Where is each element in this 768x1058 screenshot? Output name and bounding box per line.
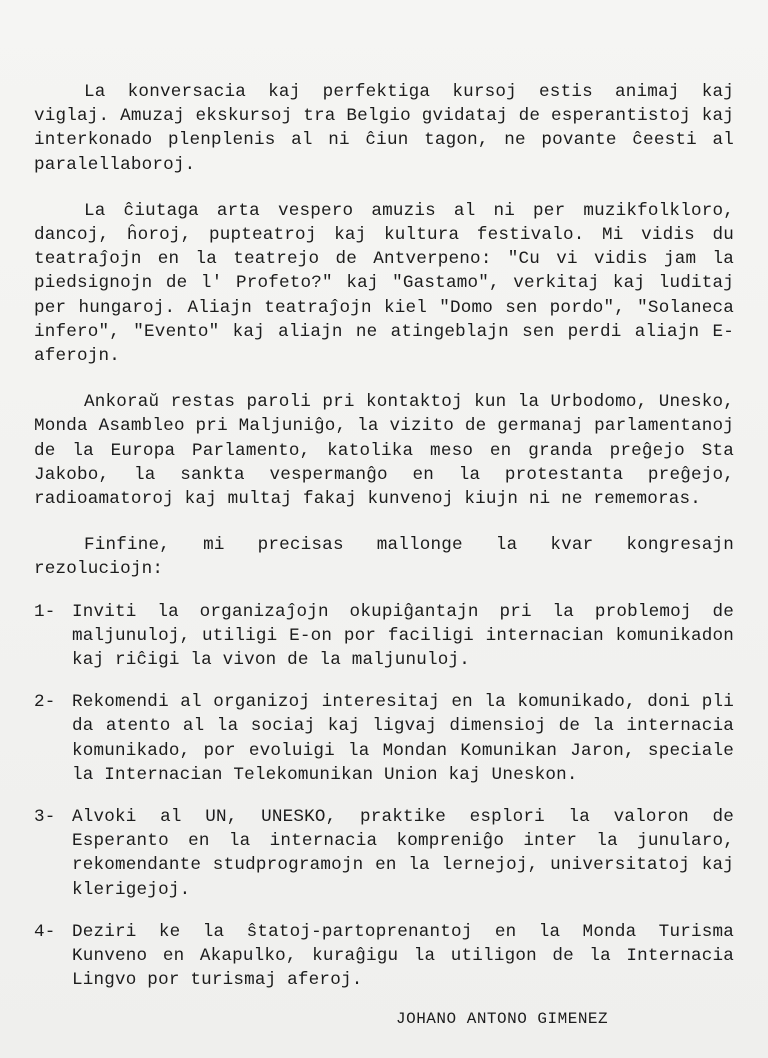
paragraph-2: La ĉiutaga arta vespero amuzis al ni per muzikfolkloro, dancoj, ĥoroj, pupteatroj kaj kultura festivalo. Mi vidis du teatraĵojn en la teatrejo de Antverpeno: "Cu vi vidis jam la piedsignojn de l' Profeto?" kaj "Gastamo", verkitaj kaj luditaj per hungaroj. Aliajn teatraĵojn kiel "Domo sen pordo", "Solaneca infero", "Evento" kaj aliajn ne atingeblajn sen perdi aliajn E-aferojn.: [34, 200, 734, 367]
paragraph-3: Ankoraŭ restas paroli pri kontaktoj kun la Urbodomo, Unesko, Monda Asambleo pri Maljuniĝo, la vizito de germanaj parlamentanoj de la Europa Parlamento, katolika meso en granda preĝejo Sta Jakobo, la sankta vespermanĝo en la protestanta preĝejo, radioamatoroj kaj multaj fakaj kunvenoj kiujn ni ne rememoras.: [34, 392, 734, 510]
resolution-number: 2-: [34, 692, 56, 713]
author-signature: JOHANO ANTONO GIMENEZ: [396, 1010, 609, 1028]
resolution-text: Alvoki al UN, UNESKO, praktike esplori la valoron de Esperanto en la internacia kompreniĝo inter la junularo, rekomendante studprogramojn en la lernejoj, universitatoj kaj klerigejoj.: [72, 807, 734, 900]
resolution-number: 3-: [34, 807, 56, 828]
resolution-item: [34, 920, 734, 993]
resolution-text: Rekomendi al organizoj interesitaj en la komunikado, doni pli da atento al la sociaj kaj ligvaj dimensioj de la internacia komunikado, por evoluigi la Mondan Komunikan Jaron, speciale la Internacian Telekomunikan Union kaj Uneskon.: [72, 692, 734, 785]
resolution-number: 4-: [34, 921, 56, 942]
resolution-item: [34, 600, 734, 673]
document-body: [34, 80, 734, 1011]
resolution-number: 1-: [34, 601, 56, 622]
paragraph-1: La konversacia kaj perfektiga kursoj estis animaj kaj viglaj. Amuzaj ekskursoj tra Belgio gvidataj de esperantistoj kaj interkonado plenplenis al ni ĉiun tagon, ne povante ĉeesti al paralellaboroj.: [34, 82, 734, 175]
paragraph-4: Finfine, mi precisas mallonge la kvar kongresajn rezoluciojn:: [34, 535, 734, 580]
resolution-item: [34, 690, 734, 787]
resolution-text: Inviti la organizaĵojn okupiĝantajn pri la problemoj de maljunuloj, utiligi E-on por faciligi internacian komunikadon kaj riĉigi la vivon de la maljunuloj.: [72, 601, 734, 671]
resolution-item: [34, 805, 734, 902]
resolution-text: Deziri ke la ŝtatoj-partoprenantoj en la Monda Turisma Kunveno en Akapulko, kuraĝigu la utiligon de la Internacia Lingvo por turismaj aferoj.: [72, 921, 734, 991]
